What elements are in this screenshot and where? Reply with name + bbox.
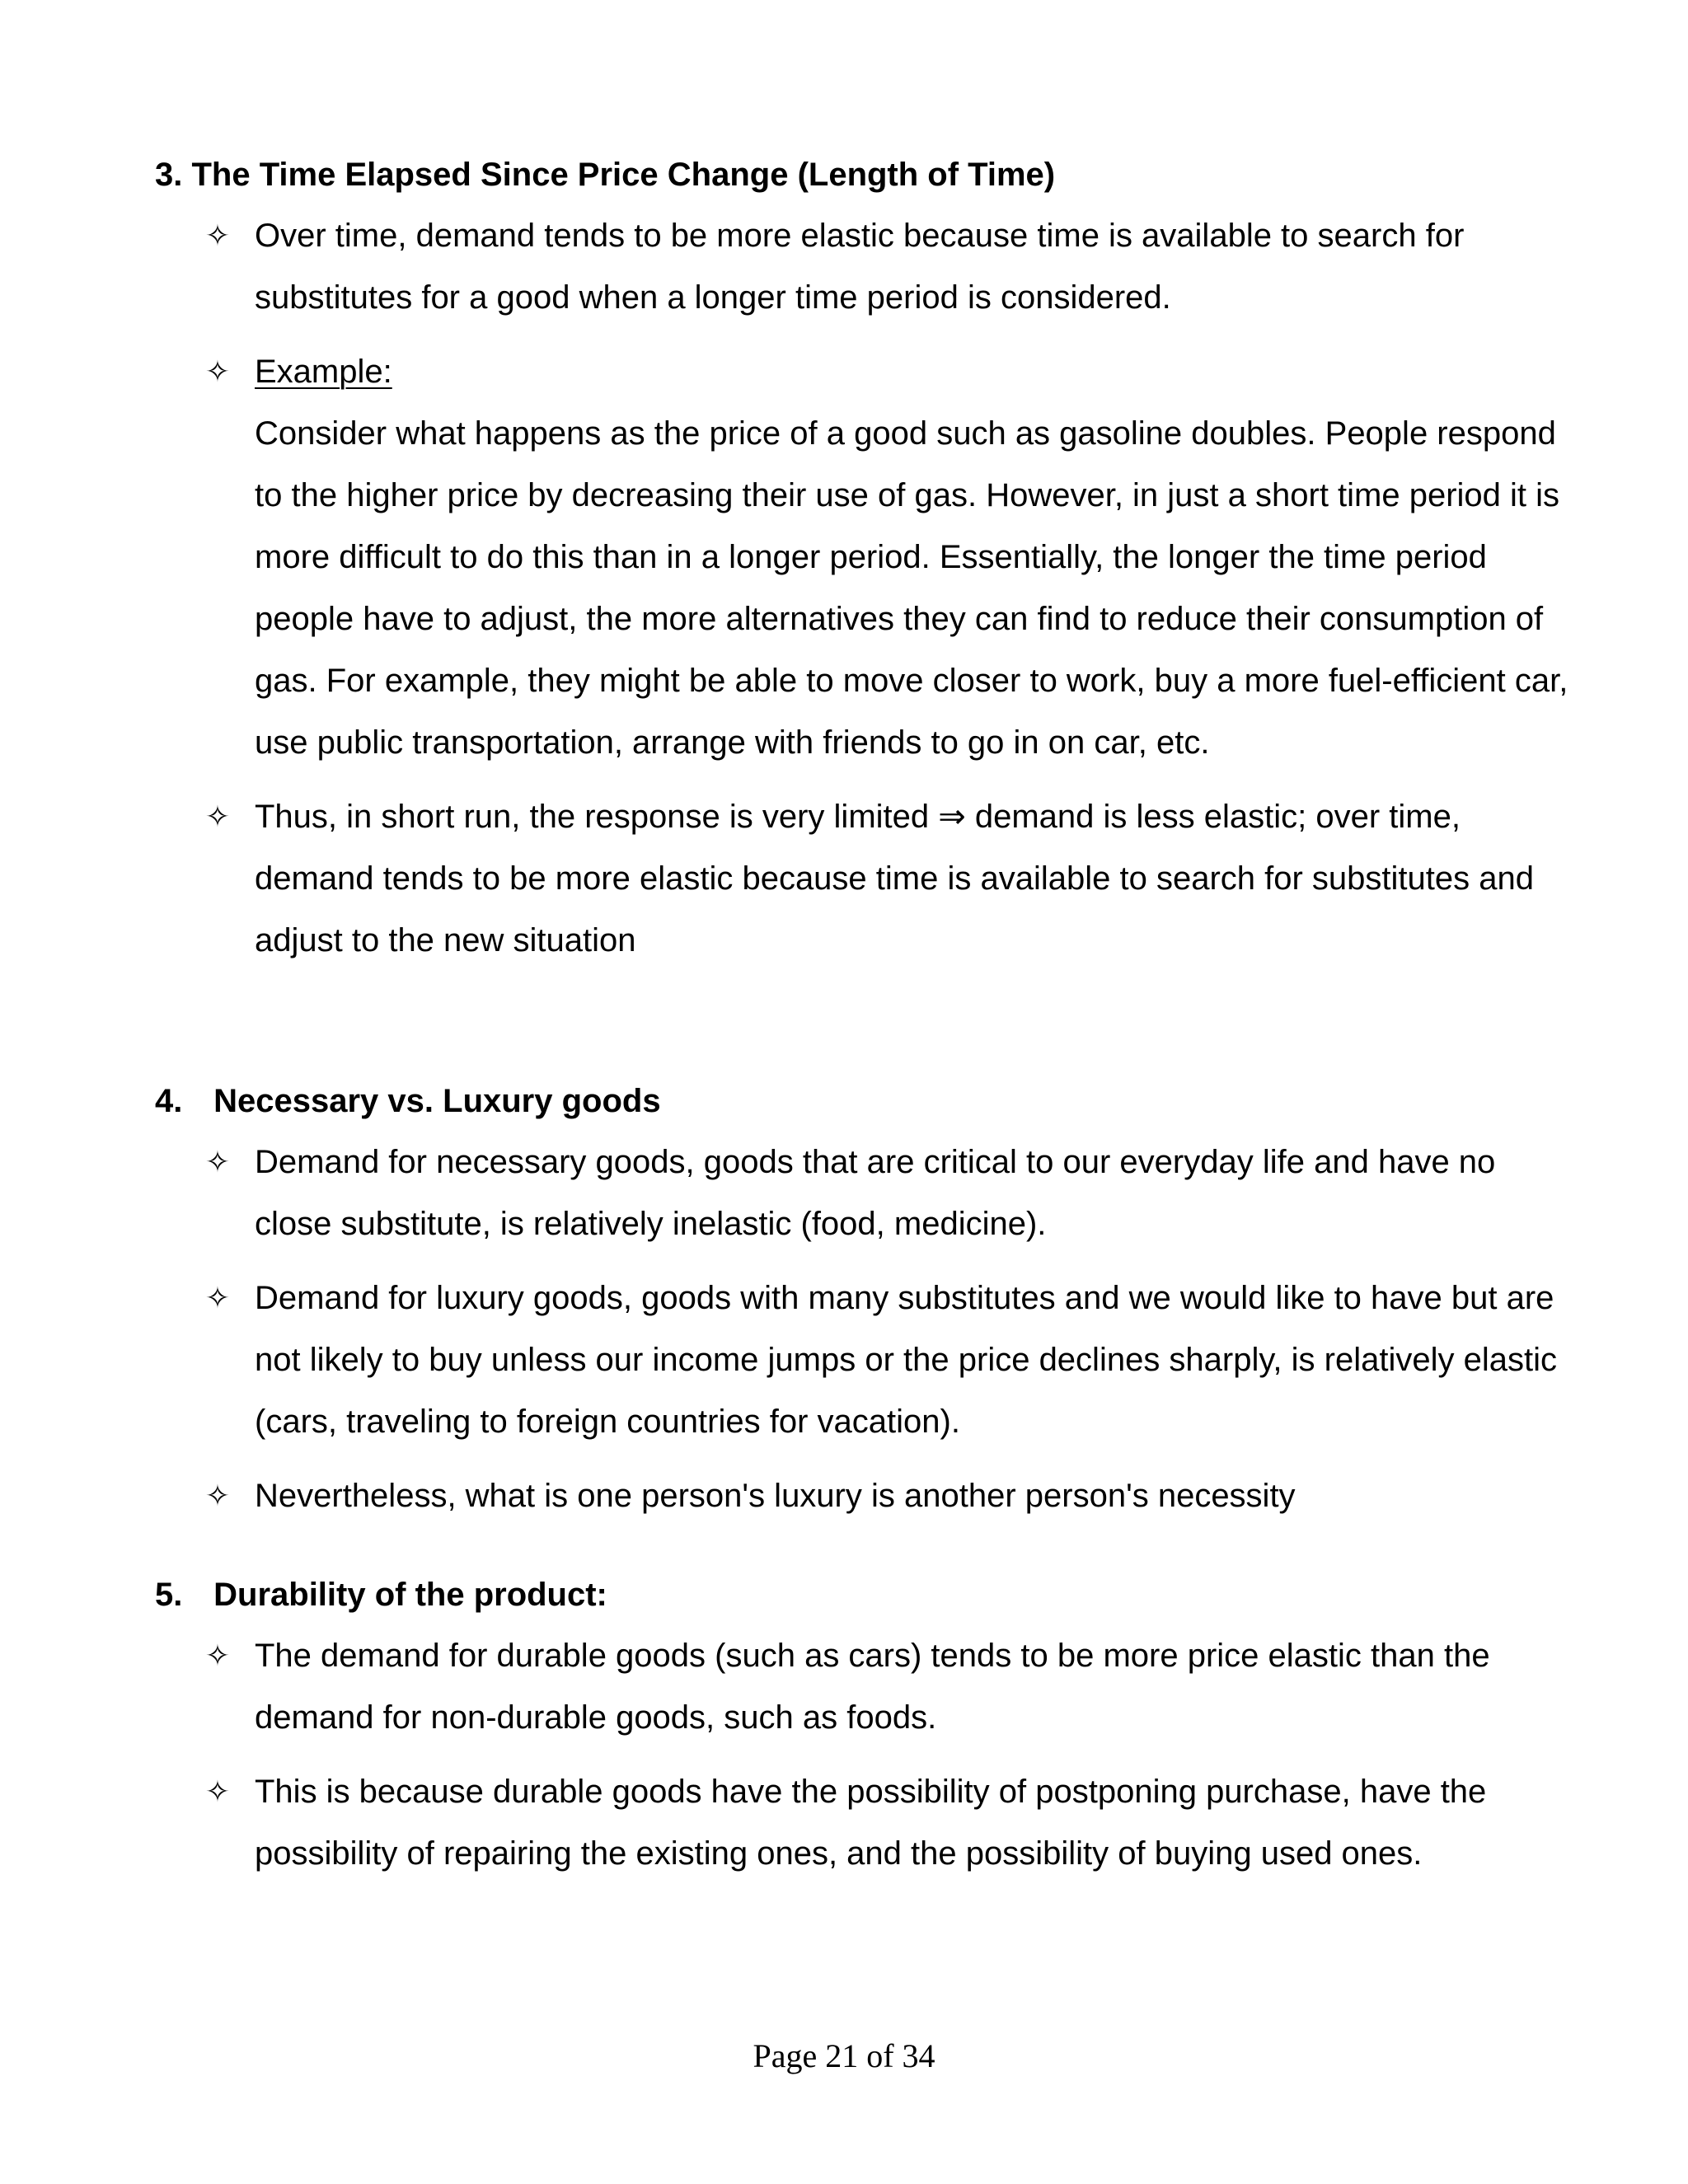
four-pointed-star-icon: ✧ <box>204 1479 231 1513</box>
section-4-title: Necessary vs. Luxury goods <box>213 1083 661 1119</box>
list-item <box>155 1761 1573 1885</box>
section-5-title: Durability of the product: <box>213 1577 607 1613</box>
example-paragraph: Consider what happens as the price of a good such as gasoline doubles. People respond to the higher price by decreasing their use of gas. However, in just a short time period it is more difficult to do this than in a longer period. Essentially, the longer the time period people have to adjust, the more alternatives they can find to reduce their consumption of gas. For example, they might be able to move closer to work, buy a more fuel-efficient car, use public transportation, arrange with friends to go in on car, etc. <box>255 415 1568 761</box>
section-3-number: 3. <box>155 157 183 193</box>
bullet-text: Demand for necessary goods, goods that are critical to our everyday life and have no close substitute, is relatively inelastic (food, medicine). <box>255 1144 1496 1242</box>
bullet-text: Nevertheless, what is one person's luxury is another person's necessity <box>255 1478 1296 1514</box>
section-4 <box>155 1076 1573 1527</box>
bullet-text: Demand for luxury goods, goods with many substitutes and we would like to have but are not likely to buy unless our income jumps or the price declines sharply, is relatively elastic (cars, traveling to foreign countries for vacation). <box>255 1280 1557 1440</box>
section-4-number: 4. <box>155 1083 183 1119</box>
bullet-text: The demand for durable goods (such as cars) tends to be more price elastic than the demand for non-durable goods, such as foods. <box>255 1638 1490 1736</box>
four-pointed-star-icon: ✧ <box>204 1146 231 1179</box>
list-item <box>155 1465 1573 1527</box>
four-pointed-star-icon: ✧ <box>204 219 231 253</box>
list-item <box>155 1625 1573 1749</box>
section-3-bullet-list <box>155 205 1573 972</box>
section-3-heading <box>155 150 1573 199</box>
four-pointed-star-icon: ✧ <box>204 1282 231 1315</box>
section-5-bullet-list <box>155 1625 1573 1885</box>
section-5-number: 5. <box>155 1577 183 1613</box>
list-item <box>155 341 1573 774</box>
bullet-text <box>255 341 1573 774</box>
four-pointed-star-icon: ✧ <box>204 800 231 834</box>
bullet-text: Over time, demand tends to be more elastic because time is available to search for substitutes for a good when a longer time period is considered. <box>255 218 1465 316</box>
section-5-heading <box>155 1570 1573 1619</box>
list-item <box>155 1132 1573 1255</box>
four-pointed-star-icon: ✧ <box>204 1775 231 1809</box>
section-5 <box>155 1570 1573 1885</box>
section-3 <box>155 150 1573 972</box>
four-pointed-star-icon: ✧ <box>204 355 231 389</box>
list-item <box>155 786 1573 972</box>
section-3-title: The Time Elapsed Since Price Change (Length of Time) <box>191 157 1056 193</box>
list-item <box>155 1268 1573 1453</box>
four-pointed-star-icon: ✧ <box>204 1639 231 1673</box>
example-label: Example: <box>255 354 392 390</box>
page-number-footer: Page 21 of 34 <box>753 2037 935 2074</box>
bullet-text: Thus, in short run, the response is very limited ⇒ demand is less elastic; over time, demand tends to be more elastic because time is available to search for substitutes and adjust to the new situation <box>255 799 1534 958</box>
section-4-bullet-list <box>155 1132 1573 1527</box>
list-item <box>155 205 1573 329</box>
bullet-text: This is because durable goods have the possibility of postponing purchase, have the possibility of repairing the existing ones, and the possibility of buying used ones. <box>255 1774 1487 1872</box>
section-4-heading <box>155 1076 1573 1126</box>
